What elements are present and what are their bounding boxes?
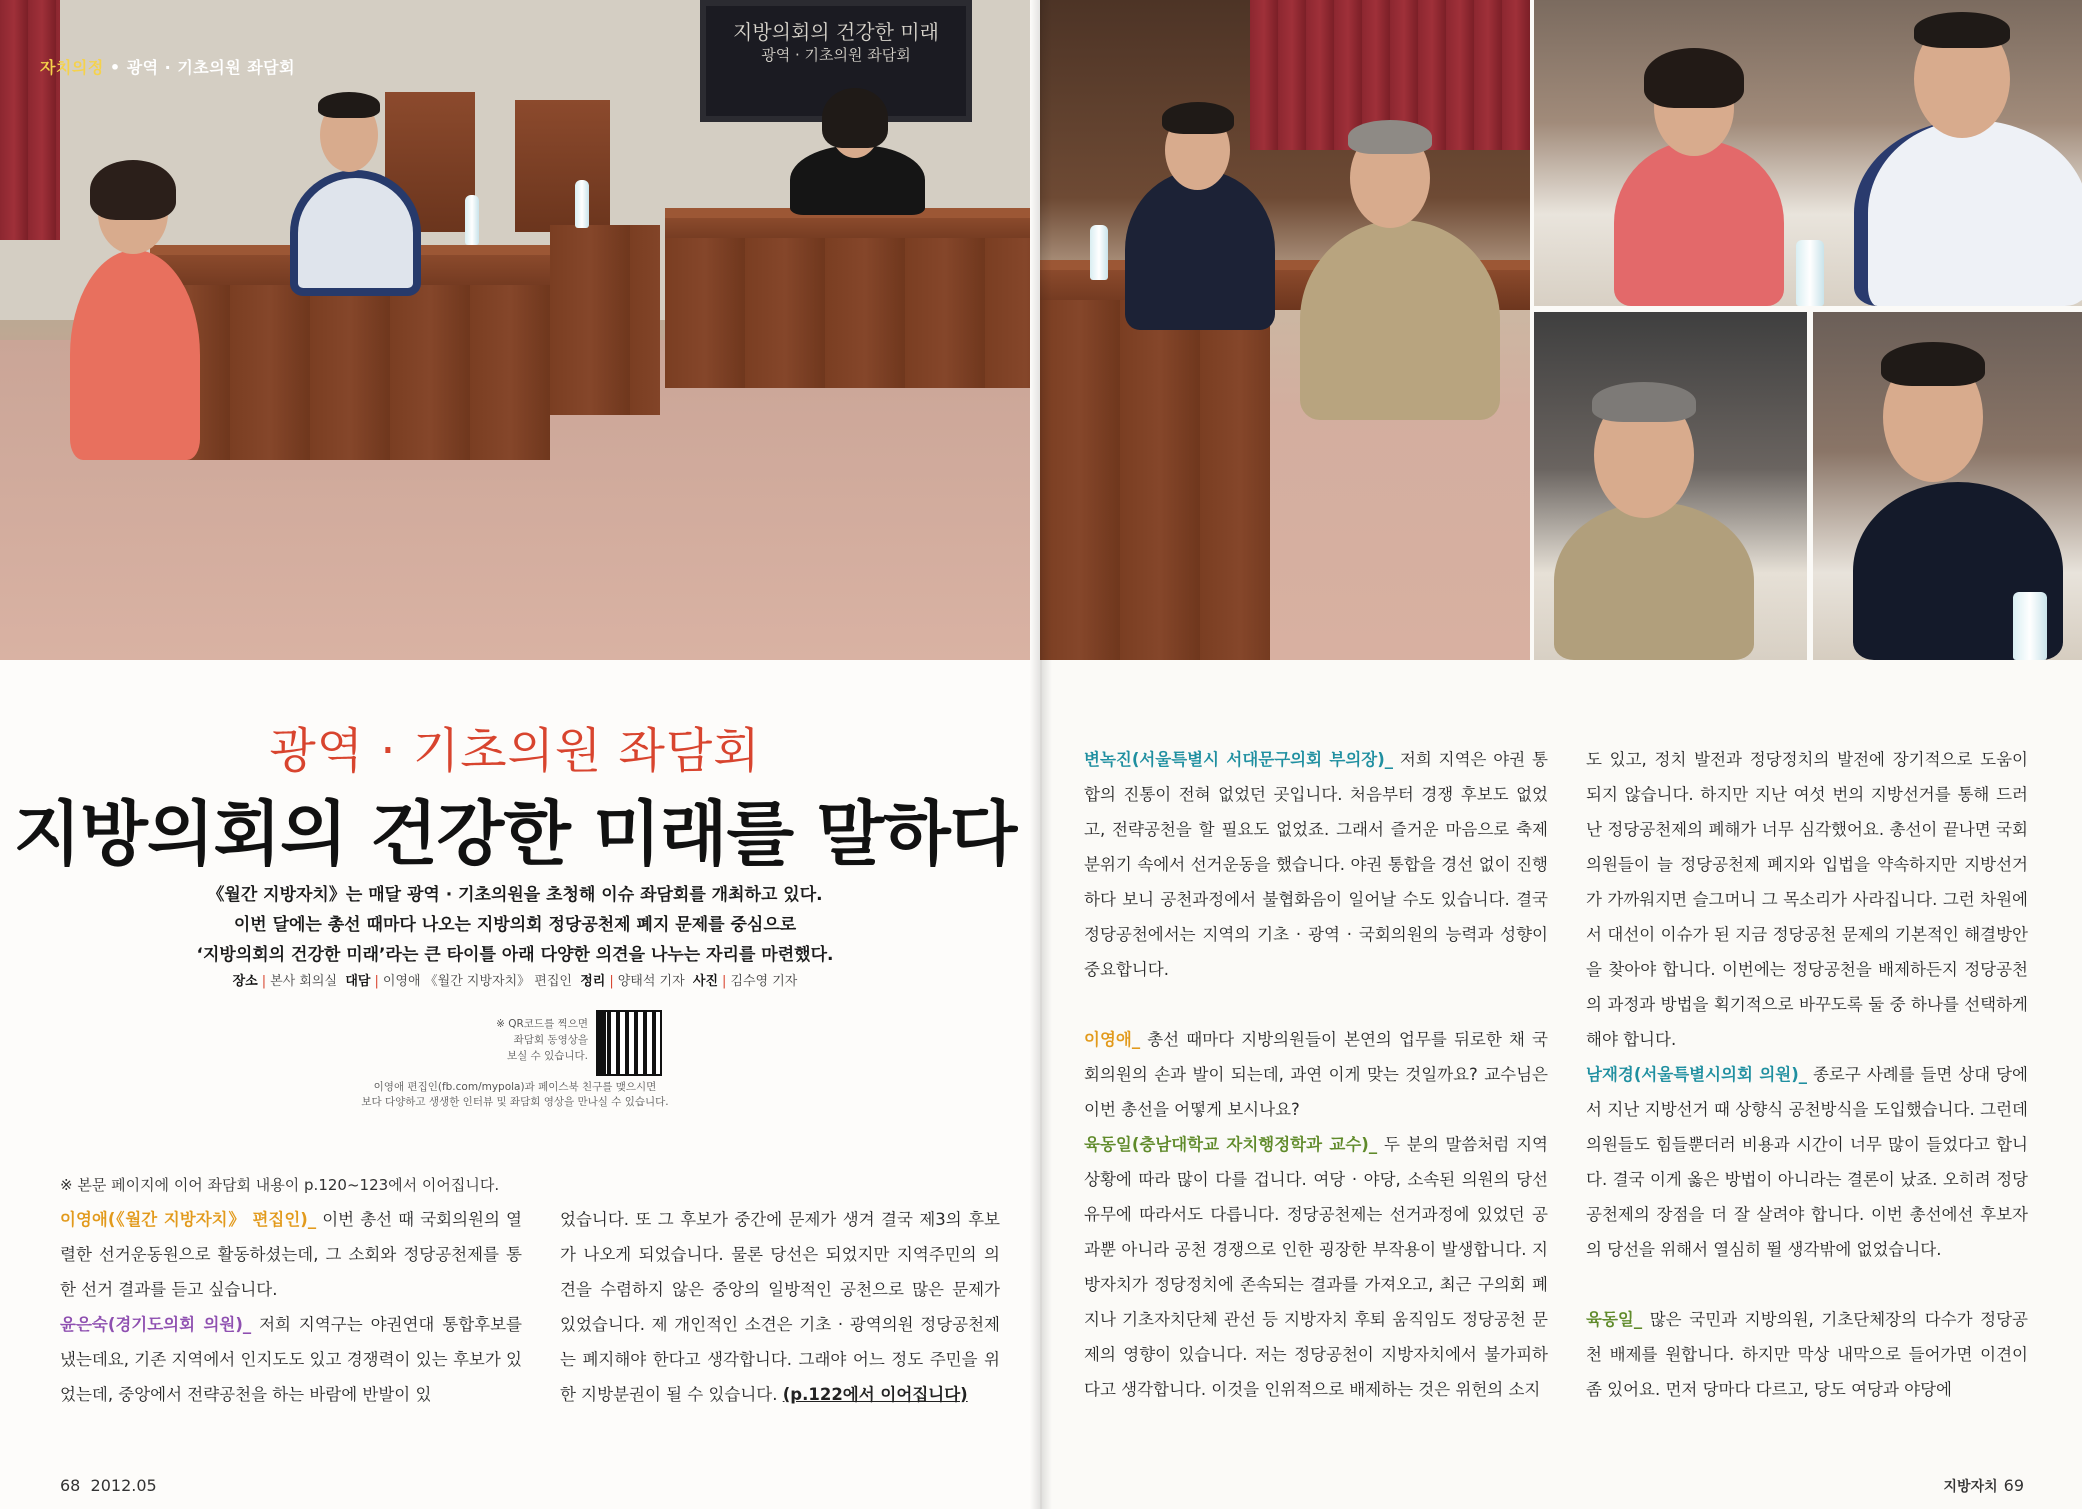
- qr-note: [450, 1016, 588, 1064]
- page-number: 69: [2003, 1476, 2024, 1495]
- speaker-name: 육동일(충남대학교 자치행정학과 교수)_: [1084, 1135, 1378, 1154]
- column-1: [60, 1202, 522, 1412]
- credit-value: 양태석 기자: [617, 974, 685, 989]
- person-man-jacket: [1300, 220, 1500, 420]
- credit-label: 사진: [692, 974, 719, 989]
- right-page: [1040, 0, 2082, 1509]
- qr-caption: [0, 1080, 1030, 1110]
- paragraph: [1084, 1022, 1548, 1127]
- roundtable-photo-right-part: [1040, 0, 1530, 660]
- speaker-photo-bottom-right: [1813, 312, 2082, 660]
- curtain: [0, 0, 60, 240]
- speech-text: 었습니다. 또 그 후보가 중간에 문제가 생겨 결국 제3의 후보가 나오게 되었습니다. 물론 당선은 되었지만 지역주민의 의견을 수렴하지 않은 중앙의 일방적인 공천으로 많은 문제가 있었습니다. 제 개인적인 소견은 기초 · 광역의원 정당공천제는 폐지해야 한다고 생각합니다. 그래야 어느 정도 주민을 위한 지방분권이 될 수 있습니다.: [560, 1210, 1000, 1404]
- speaker-name: 윤은숙(경기도의회 의원)_: [60, 1315, 252, 1334]
- speaker-photo-bottom-left: [1534, 312, 1807, 660]
- spine-gutter: [1030, 0, 1052, 1509]
- page-number: 68: [60, 1476, 81, 1495]
- speech-text: 많은 국민과 지방의원, 기초단체장의 다수가 정당공천 배제를 원합니다. 하지만 막상 내막으로 들어가면 이견이 좀 있어요. 먼저 당마다 다르고, 당도 여당과 야당에: [1586, 1310, 2028, 1399]
- paragraph: [560, 1202, 1000, 1412]
- continued-link[interactable]: (p.122에서 이어집니다): [782, 1385, 968, 1404]
- section-tag-rest: • 광역 · 기초의원 좌담회: [103, 58, 296, 77]
- speaker-name: 남재경(서울특별시의회 의원)_: [1586, 1065, 1808, 1084]
- lead-line: 이번 달에는 총선 때마다 나오는 지방의회 정당공천제 폐지 문제를 중심으로: [233, 915, 797, 935]
- left-page: [0, 0, 1040, 1509]
- qr-caption-line: 보다 다양하고 생생한 인터뷰 및 좌담회 영상을 만나실 수 있습니다.: [361, 1096, 669, 1108]
- credit-value: 김수영 기자: [730, 974, 798, 989]
- credit-label: 정리: [580, 974, 606, 989]
- qr-note-line: ※ QR코드를 찍으면: [496, 1018, 588, 1030]
- section-tag-accent: 자치의정: [40, 58, 104, 77]
- speech-text: 저희 지역구는 야권연대 통합후보를 냈는데요, 기존 지역에서 인지도도 있고 경쟁력이 있는 후보가 있었는데, 중앙에서 전략공천을 하는 바람에 반발이 있: [60, 1315, 522, 1404]
- article-headline: 지방의회의 건강한 미래를 말하다: [13, 793, 1017, 875]
- article-lead: [0, 880, 1030, 970]
- section-tag: [40, 55, 295, 78]
- paragraph: [1586, 742, 2028, 1057]
- column-2: [560, 1202, 1000, 1412]
- speaker-name: 변녹진(서울특별시 서대문구의회 부의장)_: [1084, 750, 1394, 769]
- column-4: [1586, 742, 2028, 1407]
- column-3: [1084, 742, 1548, 1407]
- person-woman: [70, 250, 200, 460]
- podium: [515, 100, 610, 232]
- speech-text: 총선 때마다 지방의원들이 본연의 업무를 뒤로한 채 국회의원의 손과 발이 되는데, 과연 이게 맞는 것일까요? 교수님은 이번 총선을 어떻게 보시나요?: [1084, 1030, 1548, 1119]
- paragraph: [60, 1202, 522, 1307]
- speech-text: 도 있고, 정치 발전과 정당정치의 발전에 장기적으로 도움이 되지 않습니다. 하지만 지난 여섯 번의 지방선거를 통해 드러난 정당공천제의 폐해가 너무 심각했어요. 총선이 끝나면 국회의원들이 늘 정당공천제 폐지와 입법을 약속하지만 지방선거가 가까워지면 슬그머니 그 목소리가 사라집니다. 그런 차원에서 대선이 이슈가 된 지금 정당공천 문제의 기본적인 해결방안을 찾아야 합니다. 이번에는 정당공천을 배제하든지 정당공천의 과정과 방법을 획기적으로 바꾸도록 둘 중 하나를 선택하게 해야 합니다.: [1586, 750, 2028, 1049]
- screen-title: 지방의회의 건강한 미래: [733, 20, 939, 44]
- roundtable-photo-main: [0, 0, 1030, 660]
- paragraph: [1084, 1127, 1548, 1407]
- issue-date: 2012.05: [90, 1476, 157, 1495]
- credit-value: 본사 회의실: [270, 974, 338, 989]
- paragraph: [1586, 1302, 2028, 1407]
- qr-caption-line: 이영애 편집인(fb.com/mypola)과 페이스북 친구를 맺으시면: [373, 1081, 657, 1093]
- paragraph: [60, 1307, 522, 1412]
- speech-text: 두 분의 말씀처럼 지역 상황에 따라 많이 다를 겁니다. 여당 · 야당, 소속된 의원의 당선 유무에 따라서도 다릅니다. 정당공천제는 선거과정에 있었던 공과뿐 아니라 공천 경쟁으로 인한 굉장한 부작용이 발생합니다. 지방자치가 정당정치에 존속되는 결과를 가져오고, 최근 구의회 폐지나 기초자치단체 관선 등 지방자치 후퇴 움직임도 정당공천 문제의 영향이 있습니다. 저는 정당공천이 지방자치에서 불가피하다고 생각합니다. 이것을 인위적으로 배제하는 것은 위헌의 소지: [1084, 1135, 1548, 1399]
- folio-left: [60, 1476, 157, 1495]
- qr-note-line: 좌담회 동영상을: [513, 1034, 588, 1046]
- folio-right: [1944, 1476, 2024, 1496]
- credit-value: 이영애 《월간 지방자치》 편집인: [382, 974, 572, 989]
- speaker-name: 육동일_: [1586, 1310, 1643, 1329]
- speaker-name: 이영애(《월간 지방자치》 편집인)_: [60, 1210, 317, 1229]
- magazine-name: 지방자치: [1943, 1479, 1998, 1495]
- lead-line: ‘지방의회의 건강한 미래’라는 큰 타이틀 아래 다양한 의견을 나누는 자리를 마련했다.: [196, 945, 834, 965]
- speech-text: 저희 지역은 야권 통합의 진통이 전혀 없었던 곳입니다. 처음부터 경쟁 후보도 없었고, 전략공천을 할 필요도 없었죠. 그래서 즐거운 마음으로 축제 분위기 속에서 선거운동을 했습니다. 야권 통합을 경선 없이 진행하다 보니 공천과정에서 불협화음이 일어날 수도 있습니다. 결국 정당공천에서는 지역의 기초 · 광역 · 국회의원의 능력과 성향이 중요합니다.: [1084, 750, 1548, 979]
- qr-code-icon[interactable]: [596, 1010, 662, 1076]
- lead-line: 《월간 지방자치》는 매달 광역 · 기초의원을 초청해 이슈 좌담회를 개최하고 있다.: [207, 885, 823, 905]
- qr-note-line: 보실 수 있습니다.: [506, 1050, 588, 1062]
- person-man-tracksuit: [290, 170, 421, 296]
- speech-text: 이번 총선 때 국회의원의 열렬한 선거운동원으로 활동하셨는데, 그 소회와 정당공천제를 통한 선거 결과를 듣고 싶습니다.: [60, 1210, 522, 1299]
- credit-label: 대담: [345, 974, 371, 989]
- credit-label: 장소: [232, 974, 258, 989]
- paragraph: [1084, 742, 1548, 987]
- paragraph: [1586, 1057, 2028, 1267]
- person-man-suit: [1125, 170, 1275, 330]
- article-credits: 장소 | 본사 회의실 대담 | 이영애 《월간 지방자치》 편집인 정리 | 양태석 기자 사진 | 김수영 기자: [232, 974, 798, 989]
- speakers-photo-top-right: [1534, 0, 2082, 306]
- screen-subtitle: 광역 · 기초의원 좌담회: [761, 46, 911, 64]
- continuation-note: ※ 본문 페이지에 이어 좌담회 내용이 p.120~123에서 이어집니다.: [60, 1176, 500, 1194]
- speech-text: 종로구 사례를 들면 상대 당에서 지난 지방선거 때 상향식 공천방식을 도입했습니다. 그런데 의원들도 힘들뿐더러 비용과 시간이 너무 많이 들었다고 합니다. 결국 이게 옳은 방법이 아니라는 결론이 났죠. 오히려 정당공천제의 장점을 더 잘 살려야 합니다. 이번 총선에선 후보자의 당선을 위해서 열심히 뛸 생각밖에 없었습니다.: [1586, 1065, 2028, 1259]
- article-kicker: 광역 · 기초의원 좌담회: [269, 723, 761, 779]
- speaker-name: 이영애_: [1084, 1030, 1141, 1049]
